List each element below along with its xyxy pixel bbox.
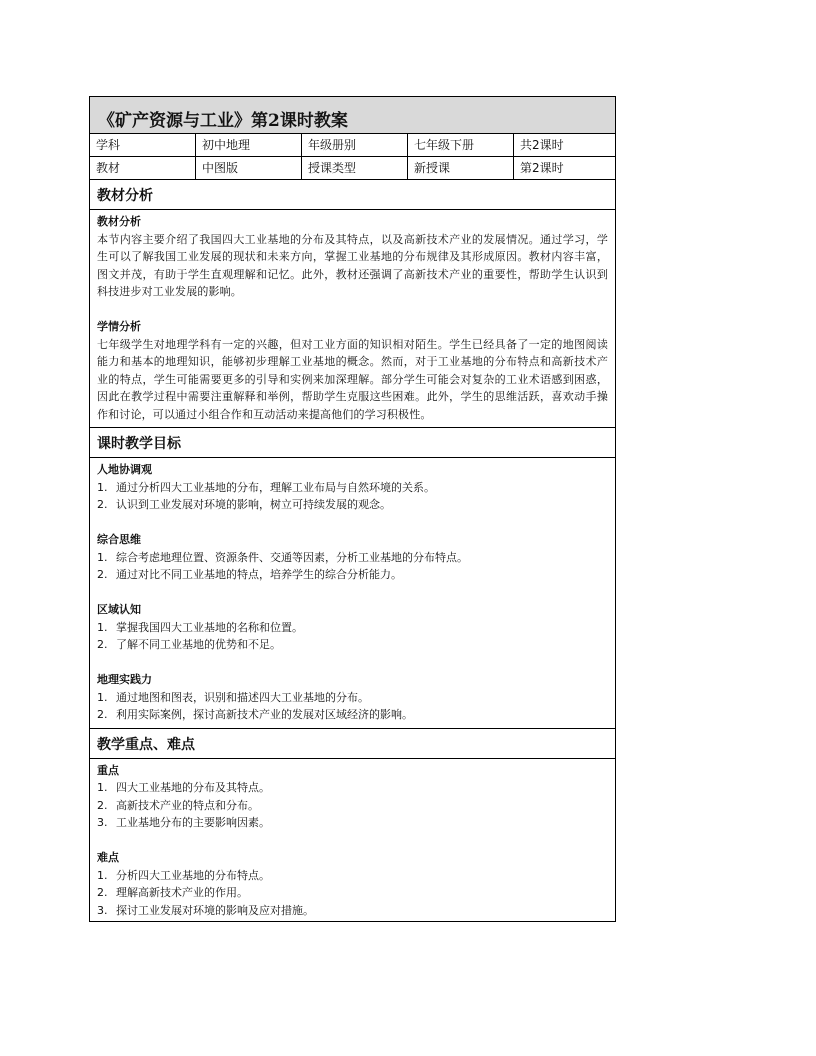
title-row bbox=[90, 97, 615, 134]
list-item: 2. 通过对比不同工业基地的特点，培养学生的综合分析能力。 bbox=[97, 568, 402, 581]
section-heading-goals-text: 课时教学目标 bbox=[97, 436, 181, 452]
section-body-analysis bbox=[90, 210, 615, 428]
info-cell-type-value: 新授课 bbox=[408, 157, 514, 179]
section-body-key-points bbox=[90, 759, 615, 922]
difficult-points-title: 难点 bbox=[97, 851, 119, 864]
list-item: 2. 高新技术产业的特点和分布。 bbox=[97, 798, 259, 812]
section-heading-key-points-text: 教学重点、难点 bbox=[97, 736, 195, 753]
info-cell-textbook-value: 中图版 bbox=[196, 157, 302, 179]
info-row-1 bbox=[90, 134, 615, 157]
list-item: 3. 工业基地分布的主要影响因素。 bbox=[97, 816, 270, 829]
info-cell-subject-value: 初中地理 bbox=[196, 134, 302, 156]
section-heading-goals bbox=[90, 428, 615, 458]
list-item: 1. 分析四大工业基地的分布特点。 bbox=[97, 868, 270, 882]
list-item: 3. 探讨工业发展对环境的影响及应对措施。 bbox=[97, 903, 314, 917]
list-item: 2. 理解高新技术产业的作用。 bbox=[97, 886, 248, 899]
list-item: 1. 综合考虑地理位置、资源条件、交通等因素，分析工业基地的分布特点。 bbox=[97, 550, 468, 564]
section-heading-analysis-text: 教材分析 bbox=[97, 188, 153, 204]
info-row-2 bbox=[90, 157, 615, 180]
info-cell-current-hour: 第2课时 bbox=[520, 161, 564, 175]
info-cell-type-label: 授课类型 bbox=[302, 157, 408, 179]
info-cell-subject-label: 学科 bbox=[90, 134, 196, 156]
lesson-plan-table bbox=[89, 96, 616, 922]
info-cell-textbook-label: 教材 bbox=[90, 157, 196, 179]
list-item: 1. 通过分析四大工业基地的分布，理解工业布局与自然环境的关系。 bbox=[97, 480, 435, 494]
info-cell-total-hours: 共2课时 bbox=[520, 138, 564, 152]
list-item: 1. 通过地图和图表，识别和描述四大工业基地的分布。 bbox=[97, 690, 369, 704]
section-heading-key-points bbox=[90, 729, 615, 759]
list-item: 1. 掌握我国四大工业基地的名称和位置。 bbox=[97, 620, 303, 634]
section-heading-analysis bbox=[90, 180, 615, 210]
info-cell-grade-value: 七年级下册 bbox=[408, 134, 514, 156]
textbook-analysis-title: 教材分析 bbox=[97, 215, 141, 228]
textbook-analysis-text: 本节内容主要介绍了我国四大工业基地的分布及其特点，以及高新技术产业的发展情况。通过学习，学生可以了解我国工业发展的现状和未来方向，掌握工业基地的分布规律及其形成原因。教材内容丰富，图文并茂，有助于学生直观理解和记忆。此外，教材还强调了高新技术产业的重要性，帮助学生认识到科技进步对工业发展的影响。 bbox=[97, 232, 608, 298]
student-analysis-text: 七年级学生对地理学科有一定的兴趣，但对工业方面的知识相对陌生。学生已经具备了一定的地图阅读能力和基本的地理知识，能够初步理解工业基地的概念。然而，对于工业基地的分布特点和高新技术产业的特点，学生可能需要更多的引导和实例来加深理解。部分学生可能会对复杂的工业术语感到困惑，因此在教学过程中需要注重解释和举例，帮助学生克服这些困难。此外，学生的思维活跃，喜欢动手操作和讨论，可以通过小组合作和互动活动来提高他们的学习积极性。 bbox=[97, 337, 608, 421]
list-item: 2. 了解不同工业基地的优势和不足。 bbox=[97, 638, 281, 651]
goal-group-title: 综合思维 bbox=[97, 533, 141, 546]
section-body-goals bbox=[90, 458, 615, 729]
document-title: 《矿产资源与工业》第2课时教案 bbox=[98, 111, 348, 131]
info-cell-grade-label: 年级册别 bbox=[302, 134, 408, 156]
goal-group-title: 地理实践力 bbox=[97, 673, 152, 686]
list-item: 2. 利用实际案例，探讨高新技术产业的发展对区域经济的影响。 bbox=[97, 708, 413, 721]
list-item: 1. 四大工业基地的分布及其特点。 bbox=[97, 781, 270, 794]
student-analysis-title: 学情分析 bbox=[97, 320, 141, 333]
key-points-title: 重点 bbox=[97, 763, 119, 777]
goal-group-title: 区域认知 bbox=[97, 603, 141, 616]
list-item: 2. 认识到工业发展对环境的影响，树立可持续发展的观念。 bbox=[97, 498, 391, 511]
goal-group-title: 人地协调观 bbox=[97, 463, 152, 476]
